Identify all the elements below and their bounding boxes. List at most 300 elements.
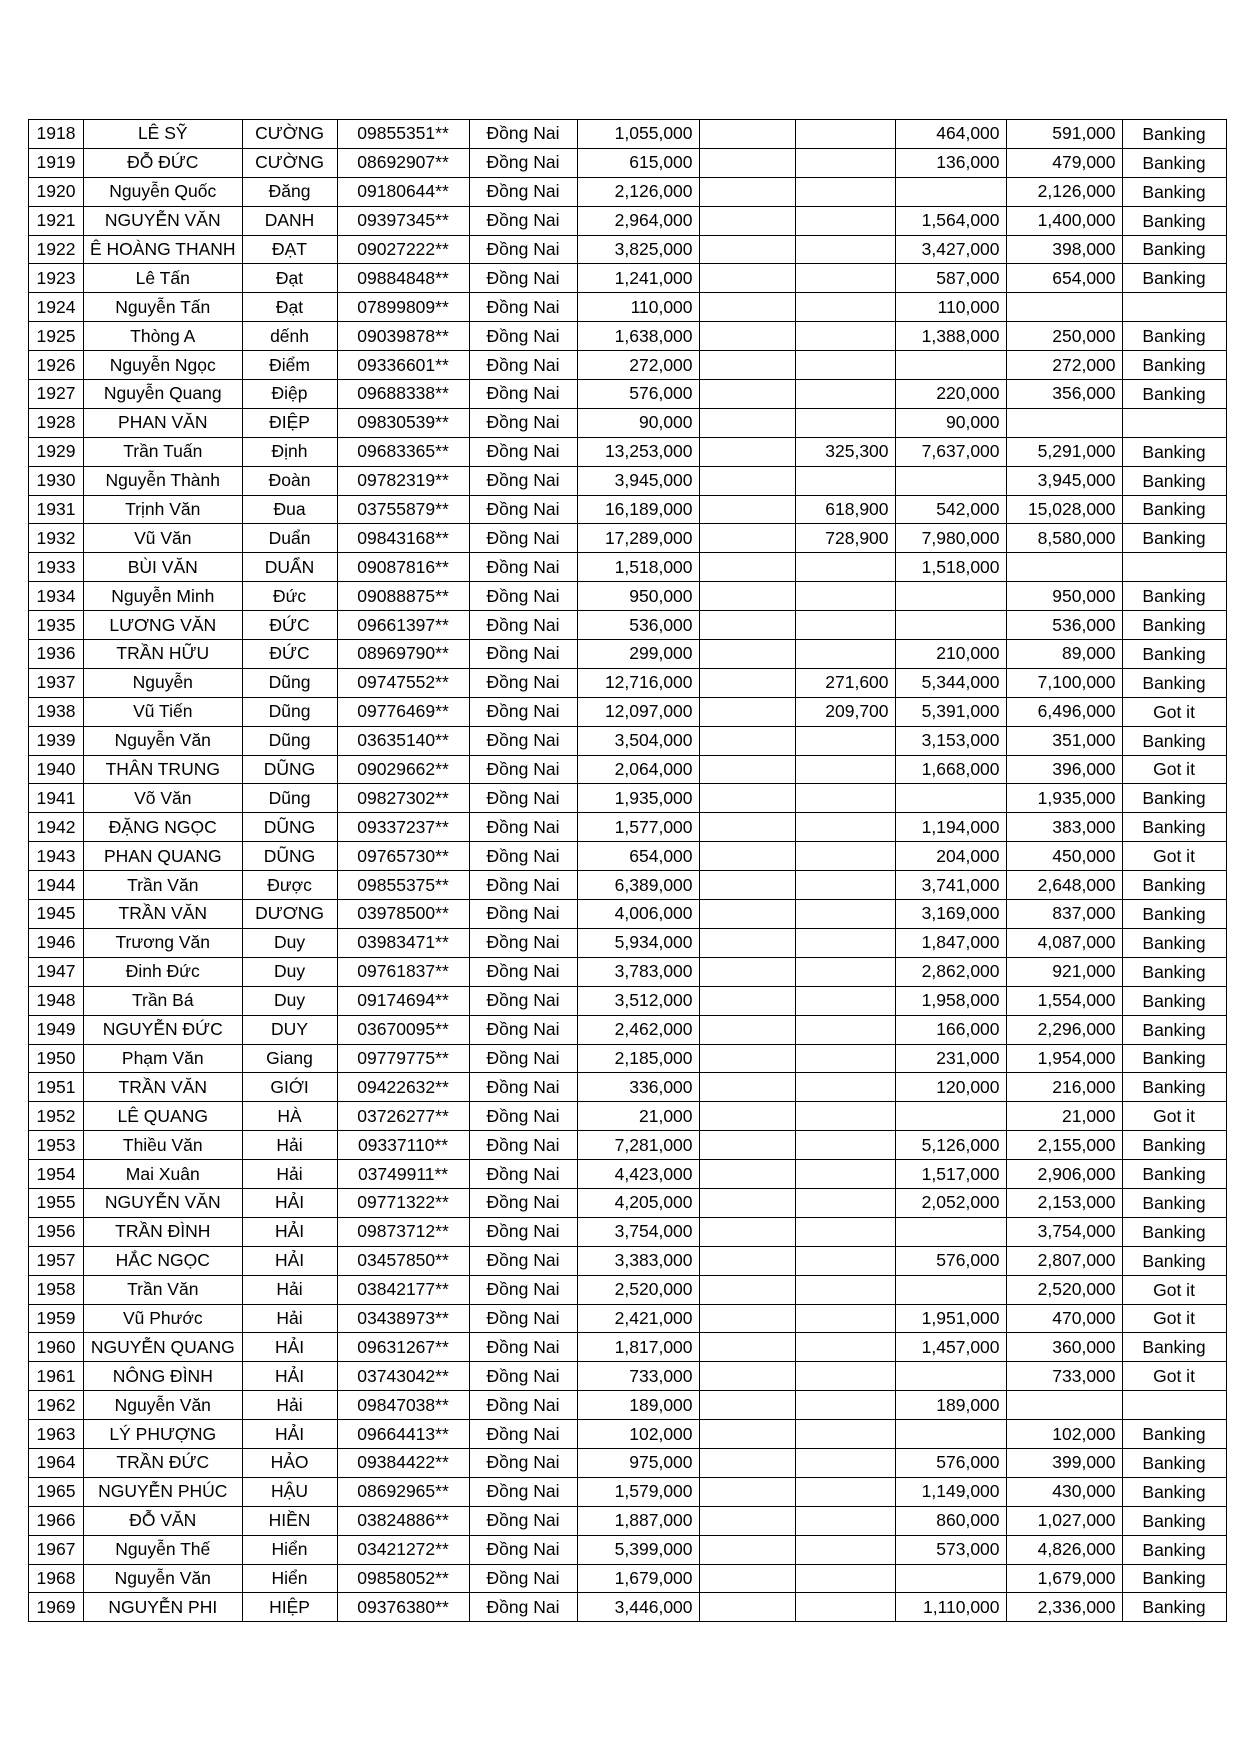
- table-row: [29, 351, 1227, 380]
- province: Đồng Nai: [469, 351, 577, 380]
- amount-col-7: [699, 1044, 795, 1073]
- paid-amount: 3,741,000: [895, 871, 1006, 900]
- province: Đồng Nai: [469, 1044, 577, 1073]
- province: Đồng Nai: [469, 495, 577, 524]
- payment-status: Banking: [1122, 1593, 1226, 1622]
- first-name: Hải: [242, 1160, 337, 1189]
- province: Đồng Nai: [469, 755, 577, 784]
- phone-number: 09782319**: [337, 466, 469, 495]
- payment-status: [1122, 553, 1226, 582]
- remaining-amount: 2,807,000: [1006, 1246, 1122, 1275]
- paid-amount: 3,169,000: [895, 900, 1006, 929]
- total-amount: 2,126,000: [577, 177, 699, 206]
- province: Đồng Nai: [469, 148, 577, 177]
- first-name: CƯỜNG: [242, 148, 337, 177]
- payment-status: [1122, 408, 1226, 437]
- row-number: 1964: [29, 1448, 84, 1477]
- name-prefix: Nguyễn Minh: [84, 582, 243, 611]
- deduction-amount: [795, 784, 895, 813]
- amount-col-7: [699, 235, 795, 264]
- payment-status: Banking: [1122, 582, 1226, 611]
- phone-number: 03842177**: [337, 1275, 469, 1304]
- total-amount: 1,817,000: [577, 1333, 699, 1362]
- payment-table: [28, 119, 1227, 1622]
- table-row: [29, 813, 1227, 842]
- first-name: HẬU: [242, 1477, 337, 1506]
- first-name: HẢI: [242, 1246, 337, 1275]
- paid-amount: [895, 1217, 1006, 1246]
- row-number: 1927: [29, 380, 84, 409]
- deduction-amount: [795, 235, 895, 264]
- table-row: [29, 1333, 1227, 1362]
- row-number: 1933: [29, 553, 84, 582]
- paid-amount: 3,153,000: [895, 726, 1006, 755]
- table-row: [29, 495, 1227, 524]
- first-name: Đoàn: [242, 466, 337, 495]
- remaining-amount: 4,087,000: [1006, 928, 1122, 957]
- name-prefix: Phạm Văn: [84, 1044, 243, 1073]
- name-prefix: Nguyễn Ngọc: [84, 351, 243, 380]
- table-row: [29, 1535, 1227, 1564]
- amount-col-7: [699, 957, 795, 986]
- total-amount: 5,399,000: [577, 1535, 699, 1564]
- first-name: HẢI: [242, 1217, 337, 1246]
- paid-amount: 1,457,000: [895, 1333, 1006, 1362]
- deduction-amount: [795, 611, 895, 640]
- table-row: [29, 1217, 1227, 1246]
- deduction-amount: [795, 1304, 895, 1333]
- deduction-amount: [795, 1477, 895, 1506]
- remaining-amount: 2,296,000: [1006, 1015, 1122, 1044]
- name-prefix: NGUYỄN PHÚC: [84, 1477, 243, 1506]
- payment-status: Banking: [1122, 900, 1226, 929]
- paid-amount: [895, 1362, 1006, 1391]
- paid-amount: 1,951,000: [895, 1304, 1006, 1333]
- phone-number: 09088875**: [337, 582, 469, 611]
- table-row: [29, 1420, 1227, 1449]
- total-amount: 1,679,000: [577, 1564, 699, 1593]
- deduction-amount: 618,900: [795, 495, 895, 524]
- paid-amount: 860,000: [895, 1506, 1006, 1535]
- deduction-amount: [795, 466, 895, 495]
- paid-amount: 464,000: [895, 120, 1006, 149]
- payment-status: Banking: [1122, 611, 1226, 640]
- total-amount: 1,577,000: [577, 813, 699, 842]
- first-name: DANH: [242, 206, 337, 235]
- remaining-amount: 356,000: [1006, 380, 1122, 409]
- paid-amount: 576,000: [895, 1448, 1006, 1477]
- payment-status: Banking: [1122, 957, 1226, 986]
- amount-col-7: [699, 1275, 795, 1304]
- deduction-amount: [795, 986, 895, 1015]
- deduction-amount: [795, 380, 895, 409]
- total-amount: 2,421,000: [577, 1304, 699, 1333]
- deduction-amount: [795, 726, 895, 755]
- amount-col-7: [699, 264, 795, 293]
- deduction-amount: [795, 1391, 895, 1420]
- payment-status: Banking: [1122, 1188, 1226, 1217]
- paid-amount: 5,344,000: [895, 668, 1006, 697]
- deduction-amount: [795, 842, 895, 871]
- first-name: Duẩn: [242, 524, 337, 553]
- first-name: HIỀN: [242, 1506, 337, 1535]
- amount-col-7: [699, 813, 795, 842]
- phone-number: 03635140**: [337, 726, 469, 755]
- paid-amount: 1,668,000: [895, 755, 1006, 784]
- amount-col-7: [699, 784, 795, 813]
- amount-col-7: [699, 986, 795, 1015]
- total-amount: 950,000: [577, 582, 699, 611]
- remaining-amount: 2,126,000: [1006, 177, 1122, 206]
- deduction-amount: [795, 177, 895, 206]
- first-name: HẢI: [242, 1188, 337, 1217]
- payment-status: Got it: [1122, 842, 1226, 871]
- remaining-amount: 21,000: [1006, 1102, 1122, 1131]
- payment-status: Banking: [1122, 235, 1226, 264]
- province: Đồng Nai: [469, 640, 577, 669]
- deduction-amount: [795, 1102, 895, 1131]
- name-prefix: Vũ Tiến: [84, 697, 243, 726]
- phone-number: 03670095**: [337, 1015, 469, 1044]
- paid-amount: 573,000: [895, 1535, 1006, 1564]
- deduction-amount: [795, 1593, 895, 1622]
- province: Đồng Nai: [469, 1073, 577, 1102]
- province: Đồng Nai: [469, 1275, 577, 1304]
- paid-amount: [895, 1102, 1006, 1131]
- payment-status: Banking: [1122, 264, 1226, 293]
- first-name: HẢI: [242, 1420, 337, 1449]
- amount-col-7: [699, 322, 795, 351]
- amount-col-7: [699, 1391, 795, 1420]
- total-amount: 3,383,000: [577, 1246, 699, 1275]
- deduction-amount: [795, 1362, 895, 1391]
- name-prefix: Trần Văn: [84, 1275, 243, 1304]
- remaining-amount: 216,000: [1006, 1073, 1122, 1102]
- paid-amount: 90,000: [895, 408, 1006, 437]
- paid-amount: 1,958,000: [895, 986, 1006, 1015]
- total-amount: 3,754,000: [577, 1217, 699, 1246]
- province: Đồng Nai: [469, 1420, 577, 1449]
- table-row: [29, 120, 1227, 149]
- table-row: [29, 784, 1227, 813]
- phone-number: 09771322**: [337, 1188, 469, 1217]
- remaining-amount: 250,000: [1006, 322, 1122, 351]
- first-name: DŨNG: [242, 842, 337, 871]
- deduction-amount: [795, 1564, 895, 1593]
- remaining-amount: 536,000: [1006, 611, 1122, 640]
- total-amount: 13,253,000: [577, 437, 699, 466]
- amount-col-7: [699, 351, 795, 380]
- row-number: 1931: [29, 495, 84, 524]
- first-name: Định: [242, 437, 337, 466]
- paid-amount: [895, 1275, 1006, 1304]
- payment-status: Got it: [1122, 1102, 1226, 1131]
- row-number: 1957: [29, 1246, 84, 1275]
- total-amount: 2,462,000: [577, 1015, 699, 1044]
- province: Đồng Nai: [469, 726, 577, 755]
- amount-col-7: [699, 668, 795, 697]
- remaining-amount: 733,000: [1006, 1362, 1122, 1391]
- paid-amount: [895, 177, 1006, 206]
- total-amount: 733,000: [577, 1362, 699, 1391]
- total-amount: 272,000: [577, 351, 699, 380]
- name-prefix: LÊ QUANG: [84, 1102, 243, 1131]
- deduction-amount: [795, 1188, 895, 1217]
- phone-number: 03983471**: [337, 928, 469, 957]
- row-number: 1937: [29, 668, 84, 697]
- remaining-amount: 8,580,000: [1006, 524, 1122, 553]
- row-number: 1959: [29, 1304, 84, 1333]
- table-row: [29, 697, 1227, 726]
- province: Đồng Nai: [469, 437, 577, 466]
- payment-status: Got it: [1122, 1362, 1226, 1391]
- province: Đồng Nai: [469, 813, 577, 842]
- remaining-amount: 383,000: [1006, 813, 1122, 842]
- name-prefix: TRẦN VĂN: [84, 1073, 243, 1102]
- deduction-amount: 271,600: [795, 668, 895, 697]
- row-number: 1921: [29, 206, 84, 235]
- name-prefix: TRẦN ĐÌNH: [84, 1217, 243, 1246]
- payment-status: Banking: [1122, 1044, 1226, 1073]
- paid-amount: 1,388,000: [895, 322, 1006, 351]
- name-prefix: Trịnh Văn: [84, 495, 243, 524]
- total-amount: 1,935,000: [577, 784, 699, 813]
- total-amount: 90,000: [577, 408, 699, 437]
- province: Đồng Nai: [469, 928, 577, 957]
- table-row: [29, 1044, 1227, 1073]
- deduction-amount: 728,900: [795, 524, 895, 553]
- row-number: 1949: [29, 1015, 84, 1044]
- name-prefix: NGUYỄN PHI: [84, 1593, 243, 1622]
- deduction-amount: [795, 206, 895, 235]
- row-number: 1930: [29, 466, 84, 495]
- amount-col-7: [699, 1333, 795, 1362]
- province: Đồng Nai: [469, 900, 577, 929]
- paid-amount: 576,000: [895, 1246, 1006, 1275]
- phone-number: 09683365**: [337, 437, 469, 466]
- remaining-amount: 1,400,000: [1006, 206, 1122, 235]
- phone-number: 09843168**: [337, 524, 469, 553]
- paid-amount: [895, 351, 1006, 380]
- name-prefix: Mai Xuân: [84, 1160, 243, 1189]
- remaining-amount: 272,000: [1006, 351, 1122, 380]
- name-prefix: ĐỖ VĂN: [84, 1506, 243, 1535]
- first-name: Dũng: [242, 697, 337, 726]
- remaining-amount: 470,000: [1006, 1304, 1122, 1333]
- name-prefix: Nguyễn Thế: [84, 1535, 243, 1564]
- row-number: 1963: [29, 1420, 84, 1449]
- row-number: 1958: [29, 1275, 84, 1304]
- total-amount: 17,289,000: [577, 524, 699, 553]
- remaining-amount: [1006, 408, 1122, 437]
- province: Đồng Nai: [469, 986, 577, 1015]
- paid-amount: 587,000: [895, 264, 1006, 293]
- province: Đồng Nai: [469, 611, 577, 640]
- total-amount: 615,000: [577, 148, 699, 177]
- table-row: [29, 553, 1227, 582]
- paid-amount: [895, 611, 1006, 640]
- amount-col-7: [699, 1448, 795, 1477]
- amount-col-7: [699, 1217, 795, 1246]
- payment-status: Banking: [1122, 668, 1226, 697]
- amount-col-7: [699, 640, 795, 669]
- row-number: 1956: [29, 1217, 84, 1246]
- first-name: Đua: [242, 495, 337, 524]
- row-number: 1944: [29, 871, 84, 900]
- remaining-amount: [1006, 553, 1122, 582]
- remaining-amount: 2,336,000: [1006, 1593, 1122, 1622]
- total-amount: 1,518,000: [577, 553, 699, 582]
- total-amount: 110,000: [577, 293, 699, 322]
- phone-number: 09830539**: [337, 408, 469, 437]
- province: Đồng Nai: [469, 1535, 577, 1564]
- province: Đồng Nai: [469, 1506, 577, 1535]
- phone-number: 09761837**: [337, 957, 469, 986]
- first-name: DƯƠNG: [242, 900, 337, 929]
- row-number: 1925: [29, 322, 84, 351]
- name-prefix: TRẦN HỮU: [84, 640, 243, 669]
- total-amount: 12,097,000: [577, 697, 699, 726]
- paid-amount: 1,847,000: [895, 928, 1006, 957]
- first-name: CƯỜNG: [242, 120, 337, 149]
- province: Đồng Nai: [469, 1015, 577, 1044]
- deduction-amount: [795, 293, 895, 322]
- row-number: 1926: [29, 351, 84, 380]
- table-row: [29, 1131, 1227, 1160]
- total-amount: 4,205,000: [577, 1188, 699, 1217]
- province: Đồng Nai: [469, 842, 577, 871]
- total-amount: 3,825,000: [577, 235, 699, 264]
- phone-number: 09827302**: [337, 784, 469, 813]
- phone-number: 09779775**: [337, 1044, 469, 1073]
- phone-number: 08969790**: [337, 640, 469, 669]
- row-number: 1943: [29, 842, 84, 871]
- row-number: 1928: [29, 408, 84, 437]
- table-row: [29, 986, 1227, 1015]
- province: Đồng Nai: [469, 1333, 577, 1362]
- first-name: Điệp: [242, 380, 337, 409]
- table-row: [29, 206, 1227, 235]
- payment-status: Banking: [1122, 148, 1226, 177]
- table-row: [29, 380, 1227, 409]
- payment-status: Got it: [1122, 1275, 1226, 1304]
- remaining-amount: 1,954,000: [1006, 1044, 1122, 1073]
- amount-col-7: [699, 871, 795, 900]
- name-prefix: NGUYỄN ĐỨC: [84, 1015, 243, 1044]
- row-number: 1969: [29, 1593, 84, 1622]
- table-row: [29, 1275, 1227, 1304]
- remaining-amount: 15,028,000: [1006, 495, 1122, 524]
- paid-amount: 7,637,000: [895, 437, 1006, 466]
- row-number: 1939: [29, 726, 84, 755]
- remaining-amount: 921,000: [1006, 957, 1122, 986]
- row-number: 1955: [29, 1188, 84, 1217]
- name-prefix: Lê Tấn: [84, 264, 243, 293]
- table-row: [29, 1160, 1227, 1189]
- table-row: [29, 264, 1227, 293]
- table-row: [29, 466, 1227, 495]
- paid-amount: 1,149,000: [895, 1477, 1006, 1506]
- remaining-amount: 396,000: [1006, 755, 1122, 784]
- payment-status: Banking: [1122, 784, 1226, 813]
- payment-status: Banking: [1122, 206, 1226, 235]
- row-number: 1935: [29, 611, 84, 640]
- row-number: 1953: [29, 1131, 84, 1160]
- deduction-amount: 325,300: [795, 437, 895, 466]
- payment-status: Banking: [1122, 322, 1226, 351]
- province: Đồng Nai: [469, 177, 577, 206]
- table-row: [29, 408, 1227, 437]
- remaining-amount: 3,754,000: [1006, 1217, 1122, 1246]
- payment-status: Banking: [1122, 1420, 1226, 1449]
- first-name: Đăng: [242, 177, 337, 206]
- row-number: 1968: [29, 1564, 84, 1593]
- province: Đồng Nai: [469, 293, 577, 322]
- amount-col-7: [699, 177, 795, 206]
- first-name: Đạt: [242, 293, 337, 322]
- remaining-amount: 479,000: [1006, 148, 1122, 177]
- name-prefix: Nguyễn Tấn: [84, 293, 243, 322]
- first-name: DŨNG: [242, 813, 337, 842]
- deduction-amount: [795, 871, 895, 900]
- province: Đồng Nai: [469, 1362, 577, 1391]
- table-row: [29, 1506, 1227, 1535]
- phone-number: 03755879**: [337, 495, 469, 524]
- deduction-amount: [795, 957, 895, 986]
- name-prefix: Nguyễn: [84, 668, 243, 697]
- payment-status: Banking: [1122, 1333, 1226, 1362]
- total-amount: 16,189,000: [577, 495, 699, 524]
- amount-col-7: [699, 928, 795, 957]
- total-amount: 21,000: [577, 1102, 699, 1131]
- payment-status: Banking: [1122, 351, 1226, 380]
- row-number: 1918: [29, 120, 84, 149]
- province: Đồng Nai: [469, 235, 577, 264]
- phone-number: 03743042**: [337, 1362, 469, 1391]
- paid-amount: 1,110,000: [895, 1593, 1006, 1622]
- paid-amount: 231,000: [895, 1044, 1006, 1073]
- phone-number: 03824886**: [337, 1506, 469, 1535]
- table-row: [29, 582, 1227, 611]
- phone-number: 09631267**: [337, 1333, 469, 1362]
- paid-amount: 220,000: [895, 380, 1006, 409]
- row-number: 1954: [29, 1160, 84, 1189]
- total-amount: 654,000: [577, 842, 699, 871]
- first-name: Đạt: [242, 264, 337, 293]
- payment-status: Banking: [1122, 726, 1226, 755]
- row-number: 1946: [29, 928, 84, 957]
- total-amount: 102,000: [577, 1420, 699, 1449]
- paid-amount: 166,000: [895, 1015, 1006, 1044]
- total-amount: 2,964,000: [577, 206, 699, 235]
- amount-col-7: [699, 524, 795, 553]
- total-amount: 1,638,000: [577, 322, 699, 351]
- province: Đồng Nai: [469, 120, 577, 149]
- amount-col-7: [699, 437, 795, 466]
- phone-number: 09765730**: [337, 842, 469, 871]
- total-amount: 2,064,000: [577, 755, 699, 784]
- deduction-amount: [795, 1246, 895, 1275]
- row-number: 1942: [29, 813, 84, 842]
- paid-amount: 136,000: [895, 148, 1006, 177]
- phone-number: 09039878**: [337, 322, 469, 351]
- amount-col-7: [699, 120, 795, 149]
- phone-number: 08692907**: [337, 148, 469, 177]
- remaining-amount: 1,027,000: [1006, 1506, 1122, 1535]
- name-prefix: NGUYỄN VĂN: [84, 1188, 243, 1217]
- remaining-amount: 2,906,000: [1006, 1160, 1122, 1189]
- payment-status: Banking: [1122, 466, 1226, 495]
